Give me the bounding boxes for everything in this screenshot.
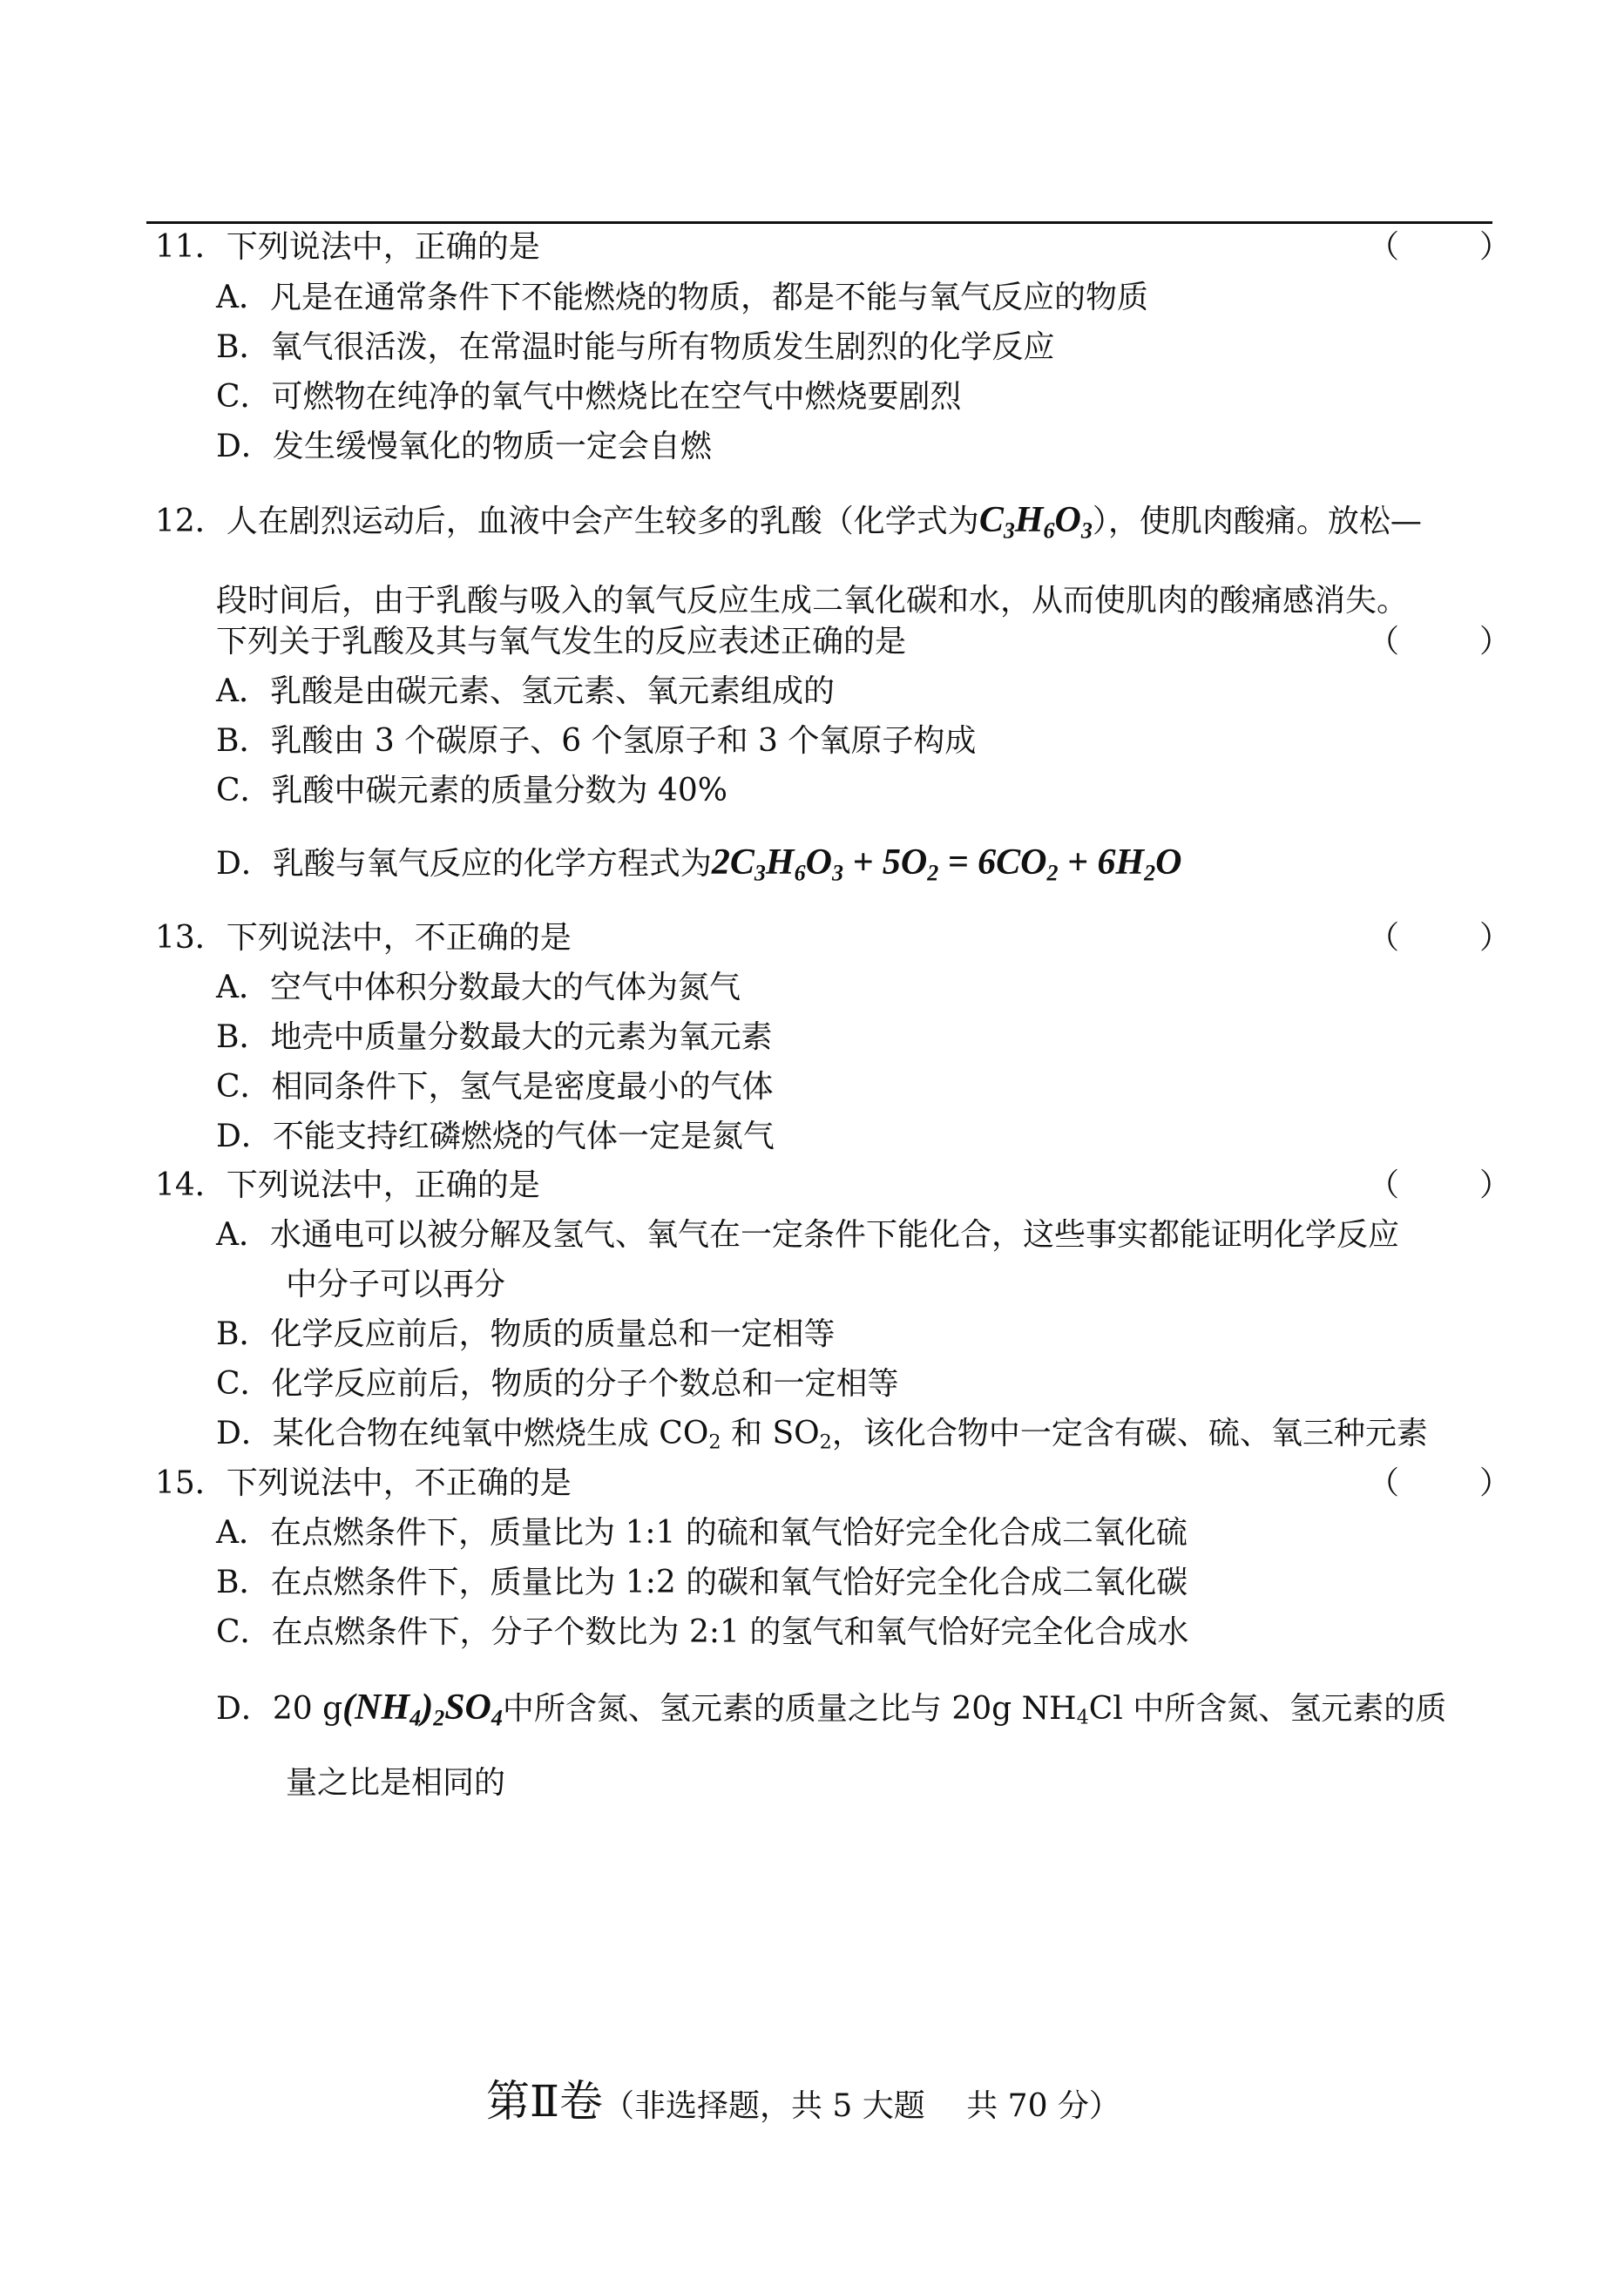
lactic-acid-formula	[978, 500, 1093, 544]
formula-c: C	[978, 500, 1004, 540]
eq-term: H	[765, 842, 795, 883]
eq-sub: 3	[754, 860, 766, 886]
q15-d-sub: 4	[1076, 1706, 1089, 1729]
section-title: 第Ⅱ卷	[486, 2076, 603, 2127]
q14-d-part2: 和 SO	[721, 1416, 820, 1451]
q14-answer-paren: （ ）	[1368, 1167, 1536, 1203]
q15-option-c: C．在点燃条件下，分子个数比为 2:1 的氢气和氧气恰好完全化合成水	[216, 1614, 1189, 1650]
q13-option-d: D．不能支持红磷燃烧的气体一定是氮气	[216, 1119, 775, 1154]
eq-term: O	[1155, 842, 1182, 883]
formula-sub: 2	[433, 1705, 445, 1731]
q13-option-b: B．地壳中质量分数最大的元素为氧元素	[216, 1019, 773, 1055]
formula-c-sub: 3	[1003, 517, 1015, 544]
q12-stem-line2: 段时间后，由于乳酸与吸入的氧气反应生成二氧化碳和水，从而使肌肉的酸痛感消失。	[216, 583, 1409, 619]
eq-term: = 6CO	[938, 842, 1047, 883]
q11-option-a: A．凡是在通常条件下不能燃烧的物质，都是不能与氧气反应的物质	[216, 280, 1148, 315]
q15-d-part2: 中所含氮、氢元素的质量之比与 20g NH	[502, 1691, 1077, 1727]
q14-option-d	[216, 1415, 1428, 1453]
q15-d-part1: D．20 g	[216, 1691, 343, 1727]
formula-o: O	[1054, 500, 1081, 540]
q15-d-part3: Cl 中所含氮、氢元素的质	[1088, 1691, 1447, 1727]
q12-option-d-text: D．乳酸与氧气反应的化学方程式为	[216, 846, 712, 882]
formula-part: (NH	[342, 1688, 410, 1728]
q11-option-b: B．氧气很活泼，在常温时能与所有物质发生剧烈的化学反应	[216, 329, 1055, 365]
q13-option-a: A．空气中体积分数最大的气体为氮气	[216, 970, 741, 1005]
q12-stem-line1	[155, 500, 1422, 544]
formula-sub: 4	[409, 1705, 422, 1731]
q15-option-b: B．在点燃条件下，质量比为 1:2 的碳和氧气恰好完全化合成二氧化碳	[216, 1565, 1188, 1600]
q13-option-c: C．相同条件下，氢气是密度最小的气体	[216, 1069, 774, 1105]
eq-sub: 2	[927, 860, 939, 886]
q15-answer-paren: （ ）	[1368, 1465, 1536, 1501]
q11-stem: 11．下列说法中，正确的是	[155, 229, 540, 265]
header-rule	[146, 221, 1492, 224]
q12-option-b: B．乳酸由 3 个碳原子、6 个氢原子和 3 个氧原子构成	[216, 723, 977, 759]
formula-part: )	[421, 1688, 434, 1728]
eq-sub: 2	[1144, 860, 1156, 886]
q15-stem: 15．下列说法中，不正确的是	[155, 1465, 572, 1501]
q12-option-d	[216, 842, 1182, 886]
formula-o-sub: 3	[1080, 517, 1093, 544]
q11-answer-paren: （ ）	[1368, 229, 1536, 265]
q13-answer-paren: （ ）	[1368, 920, 1536, 956]
eq-sub: 3	[831, 860, 843, 886]
q14-option-a-line2: 中分子可以再分	[286, 1267, 506, 1302]
q12-option-a: A．乳酸是由碳元素、氢元素、氧元素组成的	[216, 673, 835, 709]
formula-sub: 4	[491, 1705, 503, 1731]
q14-d-sub1: 2	[708, 1431, 721, 1454]
q15-option-d-line2: 量之比是相同的	[286, 1765, 506, 1801]
q14-option-a-line1: A．水通电可以被分解及氢气、氧气在一定条件下能化合，这些事实都能证明化学反应	[216, 1217, 1399, 1253]
q12-stem-line3: 下列关于乳酸及其与氧气发生的反应表述正确的是	[216, 624, 907, 659]
eq-term: O	[805, 842, 832, 883]
eq-sub: 6	[794, 860, 806, 886]
eq-term: + 6H	[1058, 842, 1145, 883]
q12-stem-after: ），使肌肉酸痛。放松—	[1092, 504, 1422, 539]
eq-term: + 5O	[842, 842, 928, 883]
section-subtitle: （非选择题，共 5 大题 共 70 分）	[602, 2088, 1120, 2124]
combustion-equation	[711, 842, 1182, 886]
q15-option-a: A．在点燃条件下，质量比为 1:1 的硫和氧气恰好完全化合成二氧化硫	[216, 1515, 1188, 1551]
q15-option-d-line1	[216, 1688, 1447, 1731]
formula-h: H	[1014, 500, 1044, 540]
eq-sub: 2	[1046, 860, 1059, 886]
q14-option-b: B．化学反应前后，物质的质量总和一定相等	[216, 1316, 836, 1352]
q12-answer-paren: （ ）	[1368, 624, 1536, 659]
q12-option-c: C．乳酸中碳元素的质量分数为 40%	[216, 773, 728, 808]
q11-option-d: D．发生缓慢氧化的物质一定会自燃	[216, 429, 712, 464]
formula-h-sub: 6	[1043, 517, 1055, 544]
eq-term: 2C	[711, 842, 754, 883]
q14-d-part1: D．某化合物在纯氧中燃烧生成 CO	[216, 1416, 709, 1451]
q11-option-c: C．可燃物在纯净的氧气中燃烧比在空气中燃烧要剧烈	[216, 379, 962, 415]
q14-option-c: C．化学反应前后，物质的分子个数总和一定相等	[216, 1366, 899, 1402]
section-heading	[486, 2075, 1120, 2133]
q14-d-part3: ，该化合物中一定含有碳、硫、氧三种元素	[831, 1416, 1428, 1451]
q12-stem-before: 12．人在剧烈运动后，血液中会产生较多的乳酸（化学式为	[155, 504, 979, 539]
q13-stem: 13．下列说法中，不正确的是	[155, 920, 572, 956]
ammonium-sulfate-formula	[342, 1688, 503, 1731]
q14-d-sub2: 2	[819, 1431, 832, 1454]
formula-part: SO	[444, 1688, 491, 1728]
q14-stem: 14．下列说法中，正确的是	[155, 1167, 540, 1203]
